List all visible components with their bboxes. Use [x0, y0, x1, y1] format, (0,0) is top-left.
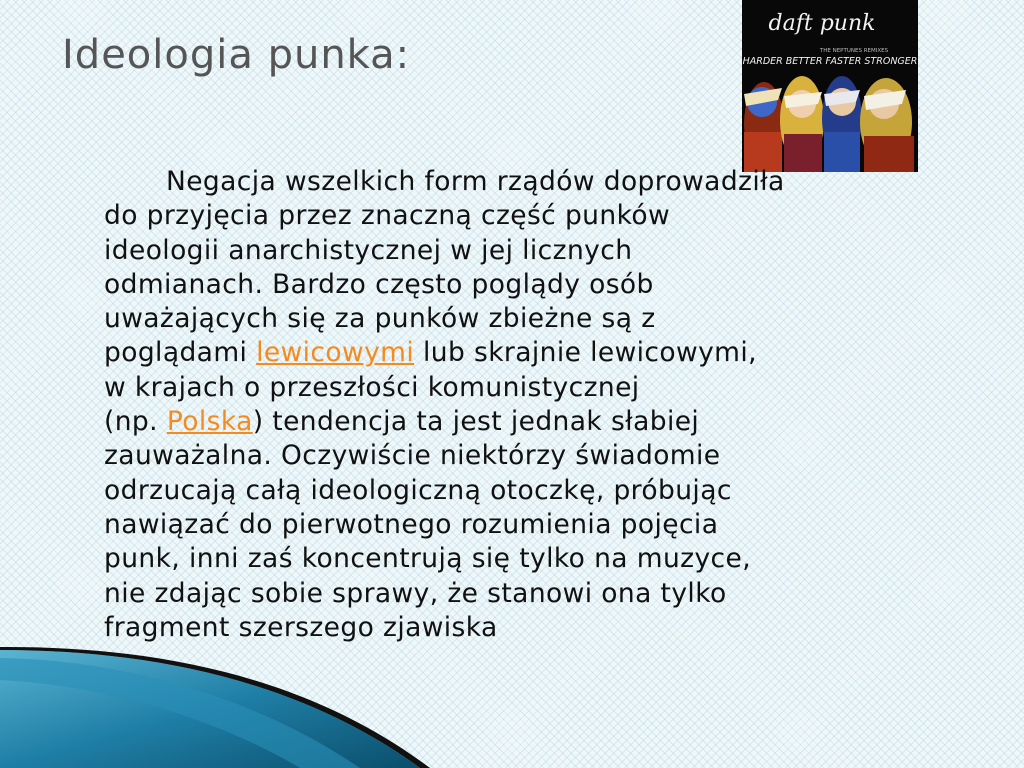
paragraph-line: uważających się za punków zbieżne są z: [104, 303, 656, 335]
paragraph-line: punk, inni zaś koncentrują się tylko na muzyce,: [104, 543, 752, 575]
paragraph-line: nawiązać do pierwotnego rozumienia pojęcia: [104, 508, 719, 540]
paragraph-line: nie zdając sobie sprawy, że stanowi ona tylko: [104, 577, 727, 609]
paragraph-text: ) tendencja ta jest jednak słabiej: [252, 406, 700, 438]
paragraph-line: w krajach o przeszłości komunistycznej: [104, 371, 640, 403]
paragraph-text: (np.: [104, 406, 167, 438]
paragraph-text: lub skrajnie lewicowymi,: [414, 337, 757, 369]
album-characters-illustration: [744, 76, 914, 172]
paragraph-line: [104, 405, 964, 439]
paragraph-line: do przyjęcia przez znaczną część punków: [104, 200, 671, 232]
link-polska[interactable]: Polska: [166, 406, 253, 438]
paragraph-line: odrzucają całą ideologiczną otoczkę, próbując: [104, 474, 732, 506]
album-cover-image: [742, 0, 918, 172]
link-lewicowymi[interactable]: lewicowymi: [256, 337, 415, 369]
paragraph-line: ideologii anarchistycznej w jej licznych: [104, 234, 633, 266]
slide-title: Ideologia punka:: [62, 32, 411, 78]
album-logo-text: daft punk: [768, 11, 876, 36]
paragraph-line: [104, 336, 964, 370]
paragraph-line: zauważalna. Oczywiście niektórzy świadomie: [104, 440, 721, 472]
album-subtitle: HARDER BETTER FASTER STRONGER: [742, 56, 918, 67]
album-remixes-note: THE NEPTUNES REMIXES: [819, 48, 889, 54]
paragraph-line: Negacja wszelkich form rządów doprowadziła: [166, 166, 785, 197]
body-paragraph: [104, 165, 964, 645]
paragraph-text: poglądami: [104, 337, 257, 369]
paragraph-line: fragment szerszego zjawiska: [104, 611, 498, 643]
decorative-wave-corner: [0, 600, 1024, 768]
paragraph-line: odmianach. Bardzo często poglądy osób: [104, 268, 654, 300]
